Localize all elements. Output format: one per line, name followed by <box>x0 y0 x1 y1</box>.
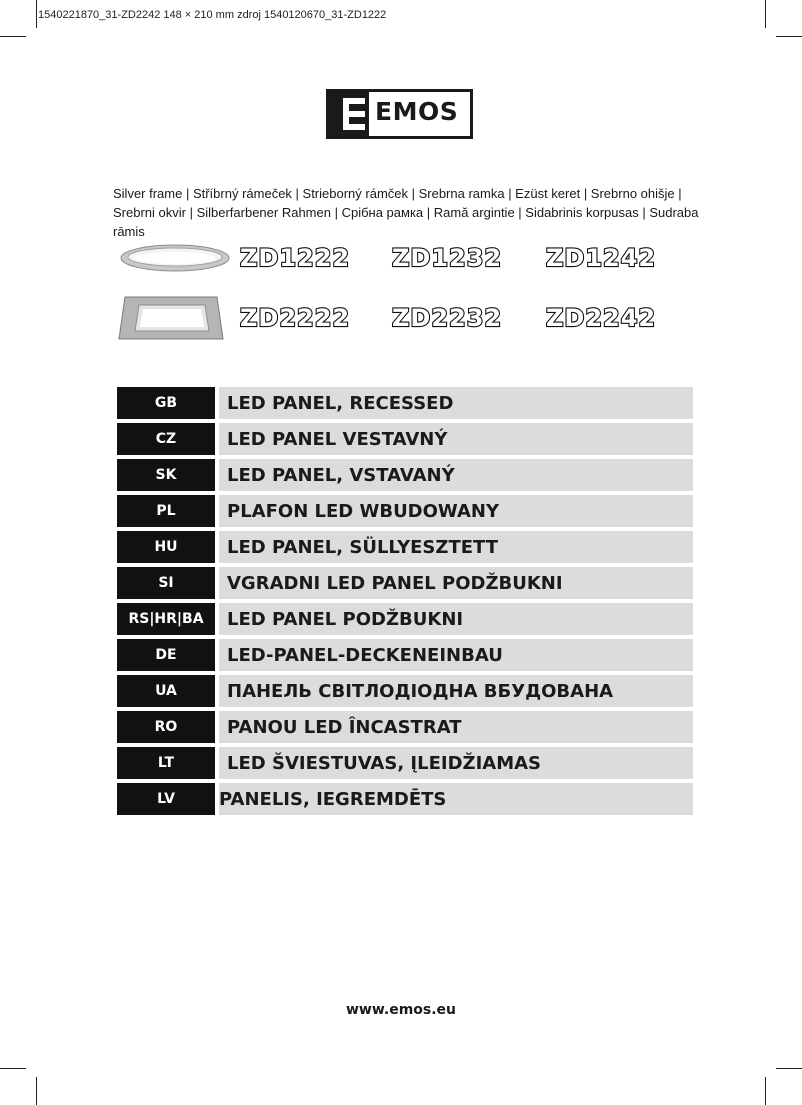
crop-mark <box>765 0 766 28</box>
product-title: ПАНЕЛЬ СВІТЛОДІОДНА ВБУДОВАНА <box>219 675 693 707</box>
language-code: UA <box>117 675 215 707</box>
model-number: ZD1222 <box>240 244 351 272</box>
language-row <box>117 567 693 599</box>
model-number: ZD2232 <box>392 304 503 332</box>
product-title: LED PANEL VESTAVNÝ <box>219 423 693 455</box>
language-row <box>117 675 693 707</box>
language-code: GB <box>117 387 215 419</box>
language-code: SK <box>117 459 215 491</box>
language-row <box>117 423 693 455</box>
product-title: LED ŠVIESTUVAS, ĮLEIDŽIAMAS <box>219 747 693 779</box>
language-row <box>117 531 693 563</box>
crop-mark <box>776 36 802 37</box>
language-code: RO <box>117 711 215 743</box>
product-title: VGRADNI LED PANEL PODŽBUKNI <box>219 567 693 599</box>
language-code: SI <box>117 567 215 599</box>
crop-mark <box>765 1077 766 1105</box>
model-number: ZD1242 <box>546 244 657 272</box>
product-title: LED PANEL, VSTAVANÝ <box>219 459 693 491</box>
product-title: LED PANEL, SÜLLYESZTETT <box>219 531 693 563</box>
print-slug: 1540221870_31-ZD2242 148 × 210 mm zdroj 1540120670_31-ZD1222 <box>38 9 387 21</box>
crop-mark <box>36 1077 37 1105</box>
language-code: DE <box>117 639 215 671</box>
emos-logo <box>326 89 473 139</box>
language-row <box>117 387 693 419</box>
language-row <box>117 783 693 815</box>
language-row <box>117 747 693 779</box>
crop-mark <box>0 36 26 37</box>
crop-mark <box>0 1068 26 1069</box>
square-panel-image <box>117 295 225 341</box>
product-title: LED PANEL PODŽBUKNI <box>219 603 693 635</box>
language-code: HU <box>117 531 215 563</box>
product-title: PANOU LED ÎNCASTRAT <box>219 711 693 743</box>
product-title: LED PANEL, RECESSED <box>219 387 693 419</box>
language-code: LV <box>117 783 215 815</box>
model-number: ZD2222 <box>240 304 351 332</box>
language-row <box>117 459 693 491</box>
language-row <box>117 603 693 635</box>
product-title: PLAFON LED WBUDOWANY <box>219 495 693 527</box>
frame-description: Silver frame | Stříbrný rámeček | Strieborný rámček | Srebrna ramka | Ezüst keret | Srebrno ohišje | Srebrni okvir | Silberfarbener Rahmen | Срібна рамка | Ramă argintie | Sidabrinis korpusas | Sudraba rāmis <box>113 186 699 239</box>
emos-logo-icon <box>329 92 369 136</box>
language-code: PL <box>117 495 215 527</box>
crop-mark <box>36 0 37 28</box>
model-number: ZD1232 <box>392 244 503 272</box>
crop-mark <box>776 1068 802 1069</box>
language-row <box>117 711 693 743</box>
website-link[interactable]: www.emos.eu <box>345 1002 457 1018</box>
product-title: PANELIS, IEGREMDĒTS <box>219 783 693 815</box>
language-row <box>117 495 693 527</box>
model-number: ZD2242 <box>546 304 657 332</box>
round-panel-image <box>120 243 230 273</box>
logo-text: EMOS <box>375 97 459 126</box>
language-code: RS|HR|BA <box>117 603 215 635</box>
language-row <box>117 639 693 671</box>
language-code: CZ <box>117 423 215 455</box>
product-title: LED-PANEL-DECKENEINBAU <box>219 639 693 671</box>
language-code: LT <box>117 747 215 779</box>
